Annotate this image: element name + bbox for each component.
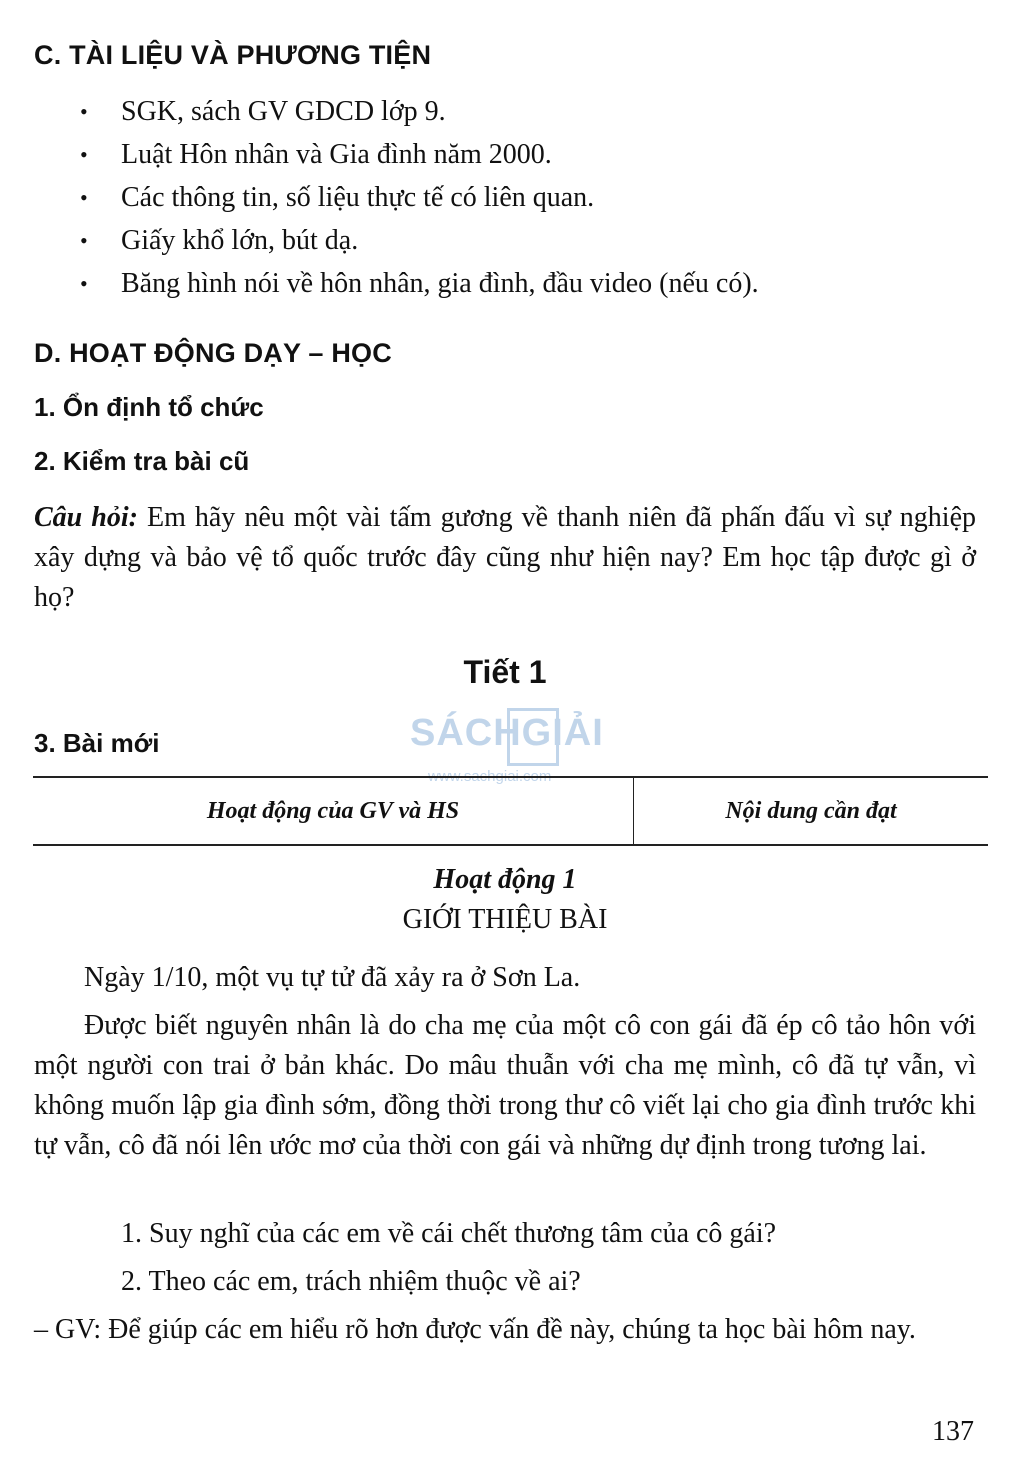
- list-item-text: Luật Hôn nhân và Gia đình năm 2000.: [121, 139, 552, 170]
- bullet-icon: •: [80, 142, 88, 167]
- list-item-text: Giấy khổ lớn, bút dạ.: [121, 225, 359, 256]
- bullet-icon: •: [80, 271, 88, 296]
- teacher-note: – GV: Để giúp các em hiểu rõ hơn được vấn đề này, chúng ta học bài hôm nay.: [34, 1314, 916, 1345]
- activity-table: [33, 776, 988, 846]
- list-item: [0, 221, 759, 264]
- list-item: [0, 135, 759, 178]
- subheading-new-lesson: 3. Bài mới: [34, 728, 160, 758]
- list-item: [0, 92, 759, 135]
- section-c-heading: C. TÀI LIỆU VÀ PHƯƠNG TIỆN: [34, 40, 432, 70]
- list-item-text: SGK, sách GV GDCD lớp 9.: [121, 96, 446, 127]
- table-header-activities: Hoạt động của GV và HS: [33, 777, 634, 845]
- list-item: [0, 178, 759, 221]
- table-header-row: [33, 777, 988, 845]
- period-title: Tiết 1: [463, 654, 547, 690]
- review-question: [34, 498, 976, 618]
- watermark-url: www.sachgiai.com: [428, 768, 552, 785]
- page-number: 137: [932, 1416, 974, 1447]
- table-header-content: Nội dung cần đạt: [634, 777, 989, 845]
- subheading-stabilize: 1. Ổn định tổ chức: [34, 392, 264, 422]
- bullet-icon: •: [80, 185, 88, 210]
- activity-title: Hoạt động 1: [433, 864, 577, 895]
- activity-subtitle: GIỚI THIỆU BÀI: [402, 904, 608, 935]
- bullet-icon: •: [80, 228, 88, 253]
- watermark-brand: SÁCHGIẢI: [410, 712, 604, 754]
- list-item: [0, 264, 759, 307]
- bullet-icon: •: [80, 99, 88, 124]
- materials-list: [0, 92, 759, 307]
- list-item-text: Băng hình nói về hôn nhân, gia đình, đầu video (nếu có).: [121, 268, 759, 299]
- question-text: Em hãy nêu một vài tấm gương về thanh niên đã phấn đấu vì sự nghiệp xây dựng và bảo vệ tổ quốc trước đây cũng như hiện nay? Em học tập được gì ở họ?: [34, 502, 976, 613]
- story-paragraph: Được biết nguyên nhân là do cha mẹ của một cô con gái đã ép cô tảo hôn với một người con trai ở bản khác. Do mâu thuẫn với cha mẹ mình, cô đã tự vẫn, vì không muốn lập gia đình sớm, đồng thời trong thư cô viết lại cho gia đình trước khi tự vẫn, cô đã nói lên ước mơ của thời con gái và những dự định trong tương lai.: [34, 1010, 976, 1161]
- section-d-heading: D. HOẠT ĐỘNG DẠY – HỌC: [34, 338, 392, 368]
- subheading-review: 2. Kiểm tra bài cũ: [34, 446, 250, 476]
- discussion-question-2: 2. Theo các em, trách nhiệm thuộc về ai?: [121, 1266, 581, 1297]
- question-label: Câu hỏi:: [34, 502, 138, 533]
- list-item-text: Các thông tin, số liệu thực tế có liên quan.: [121, 182, 595, 213]
- discussion-question-1: 1. Suy nghĩ của các em về cái chết thương tâm của cô gái?: [121, 1218, 777, 1249]
- intro-paragraph: Ngày 1/10, một vụ tự tử đã xảy ra ở Sơn La.: [84, 962, 581, 993]
